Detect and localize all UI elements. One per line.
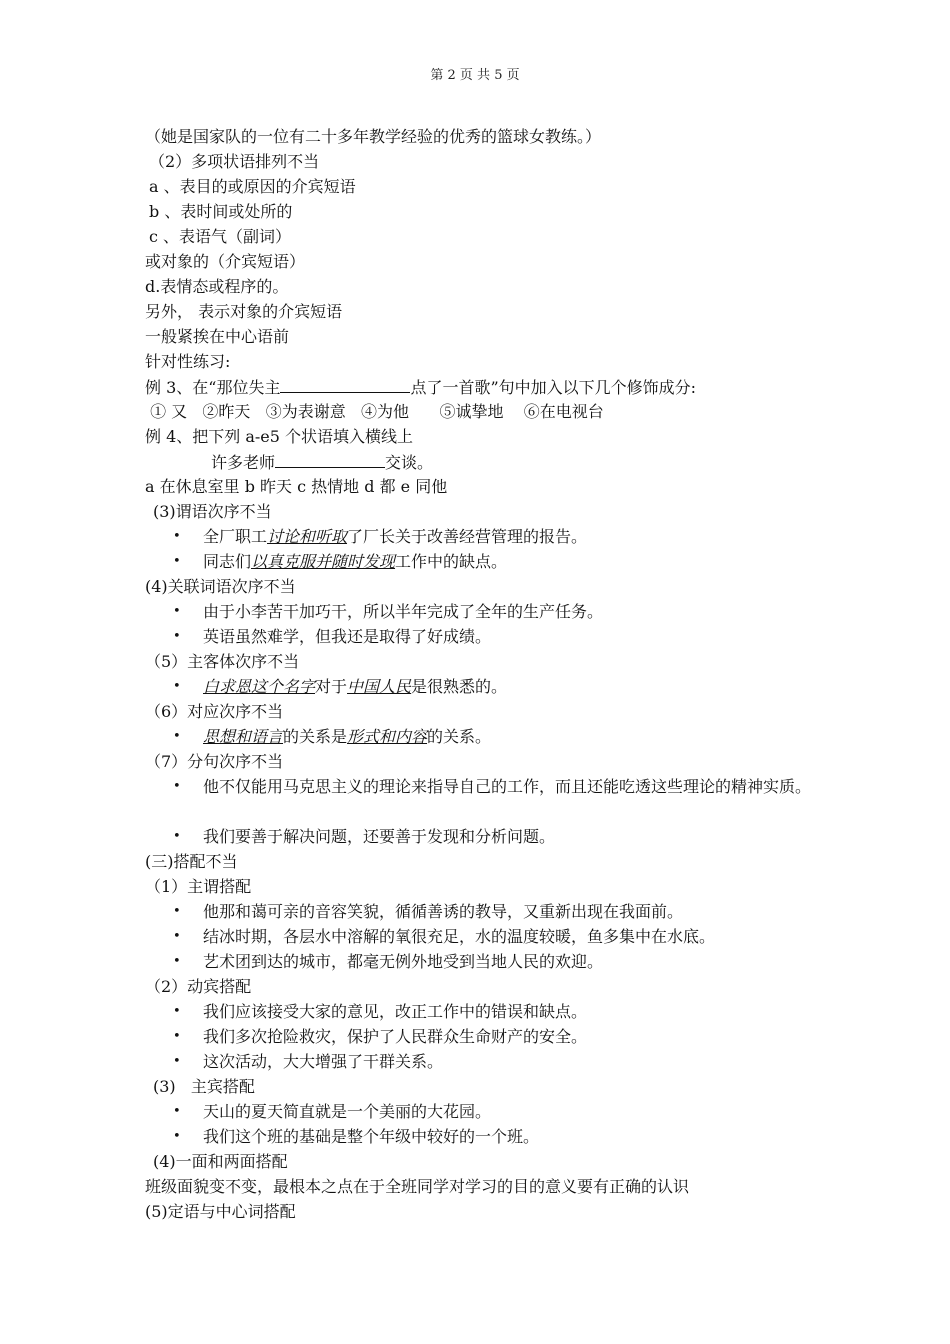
section-heading: （7）分句次序不当	[145, 752, 284, 771]
list-item: • 白求恩这个名字对于中国人民是很熟悉的。	[145, 674, 825, 699]
page-number-header: 第 2 页 共 5 页	[430, 68, 520, 83]
example-3-options: ① 又 ②昨天 ③为表谢意 ④为他 ⑤诚挚地 ⑥在电视台	[145, 402, 604, 421]
fill-blank	[275, 449, 385, 468]
list-item: • 我们应该接受大家的意见，改正工作中的错误和缺点。	[145, 999, 825, 1024]
list-item: • 英语虽然难学，但我还是取得了好成绩。	[145, 624, 825, 649]
section-heading: (三)搭配不当	[145, 852, 238, 871]
document-body	[145, 124, 825, 1224]
text-line: 针对性练习:	[145, 352, 231, 371]
bullet-icon: •	[173, 1029, 181, 1044]
text-line: b 、表时间或处所的	[149, 202, 293, 221]
underlined-phrase: 讨论和听取	[267, 527, 348, 546]
bullet-icon: •	[173, 904, 181, 919]
underlined-phrase: 形式和内容	[347, 727, 428, 746]
bullet-icon: •	[173, 529, 181, 544]
example-4: 例 4、把下列 a-e5 个状语填入横线上	[145, 427, 414, 446]
list-item: • 我们这个班的基础是整个年级中较好的一个班。	[145, 1124, 825, 1149]
example-4-suffix: 交谈。	[385, 453, 434, 472]
text-line: 另外， 表示对象的介宾短语	[145, 302, 343, 321]
section-heading: （6）对应次序不当	[145, 702, 284, 721]
section-heading: （2）动宾搭配	[145, 977, 252, 996]
underlined-phrase: 以真克服并随时发现	[251, 552, 396, 571]
bullet-icon: •	[173, 1129, 181, 1144]
section-heading: (3)谓语次序不当	[153, 502, 272, 521]
section-heading: (4)一面和两面搭配	[153, 1152, 288, 1171]
section-heading: （1）主谓搭配	[145, 877, 252, 896]
bullet-icon: •	[173, 779, 181, 794]
bullet-icon: •	[173, 1054, 181, 1069]
example-3-prefix: 例 3、在“那位失主	[145, 378, 281, 397]
list-item: • 他不仅能用马克思主义的理论来指导自己的工作，而且还能吃透这些理论的精神实质。	[145, 774, 825, 824]
bullet-icon: •	[173, 954, 181, 969]
text-line: a 、表目的或原因的介宾短语	[149, 177, 356, 196]
example-3-suffix: 点了一首歌”句中加入以下几个修饰成分:	[410, 378, 697, 397]
list-item: • 同志们以真克服并随时发现工作中的缺点。	[145, 549, 825, 574]
bullet-icon: •	[173, 1104, 181, 1119]
underlined-phrase: 思想和语言	[203, 727, 284, 746]
list-item: • 我们多次抢险救灾，保护了人民群众生命财产的安全。	[145, 1024, 825, 1049]
list-item: • 思想和语言的关系是形式和内容的关系。	[145, 724, 825, 749]
section-heading: （5）主客体次序不当	[145, 652, 300, 671]
bullet-icon: •	[173, 729, 181, 744]
section-heading: (4)关联词语次序不当	[145, 577, 296, 596]
list-item: • 由于小李苦干加巧干，所以半年完成了全年的生产任务。	[145, 599, 825, 624]
bullet-icon: •	[173, 929, 181, 944]
underlined-phrase: 中国人民	[347, 677, 412, 696]
underlined-phrase: 白求恩这个名字	[203, 677, 316, 696]
bullet-icon: •	[173, 829, 181, 844]
example-4-options: a 在休息室里 b 昨天 c 热情地 d 都 e 同他	[145, 477, 448, 496]
list-item: • 结冰时期，各层水中溶解的氧很充足，水的温度较暖，鱼多集中在水底。	[145, 924, 825, 949]
fill-blank	[280, 374, 410, 393]
bullet-icon: •	[173, 679, 181, 694]
example-4-sentence	[145, 449, 825, 474]
text-line: c 、表语气（副词）	[149, 227, 292, 246]
text-line: （她是国家队的一位有二十多年教学经验的优秀的篮球女教练。）	[145, 127, 602, 146]
section-heading: (3) 主宾搭配	[153, 1077, 255, 1096]
bullet-icon: •	[173, 1004, 181, 1019]
example-3	[145, 374, 825, 399]
list-item: • 全厂职工讨论和听取了厂长关于改善经营管理的报告。	[145, 524, 825, 549]
text-line: 一般紧挨在中心语前	[145, 327, 290, 346]
bullet-icon: •	[173, 554, 181, 569]
example-4-prefix: 许多老师	[211, 453, 276, 472]
list-item: • 他那和蔼可亲的音容笑貌，循循善诱的教导，又重新出现在我面前。	[145, 899, 825, 924]
list-item: • 天山的夏天简直就是一个美丽的大花园。	[145, 1099, 825, 1124]
section-heading: （2）多项状语排列不当	[149, 152, 320, 171]
bullet-icon: •	[173, 629, 181, 644]
text-line: 班级面貌变不变，最根本之点在于全班同学对学习的目的意义要有正确的认识	[145, 1177, 690, 1196]
list-item: • 艺术团到达的城市，都毫无例外地受到当地人民的欢迎。	[145, 949, 825, 974]
text-line: d.表情态或程序的。	[145, 277, 289, 296]
section-heading: (5)定语与中心词搭配	[145, 1202, 296, 1221]
bullet-icon: •	[173, 604, 181, 619]
list-item: • 我们要善于解决问题，还要善于发现和分析问题。	[145, 824, 825, 849]
list-item: • 这次活动，大大增强了干群关系。	[145, 1049, 825, 1074]
text-line: 或对象的（介宾短语）	[145, 252, 306, 271]
